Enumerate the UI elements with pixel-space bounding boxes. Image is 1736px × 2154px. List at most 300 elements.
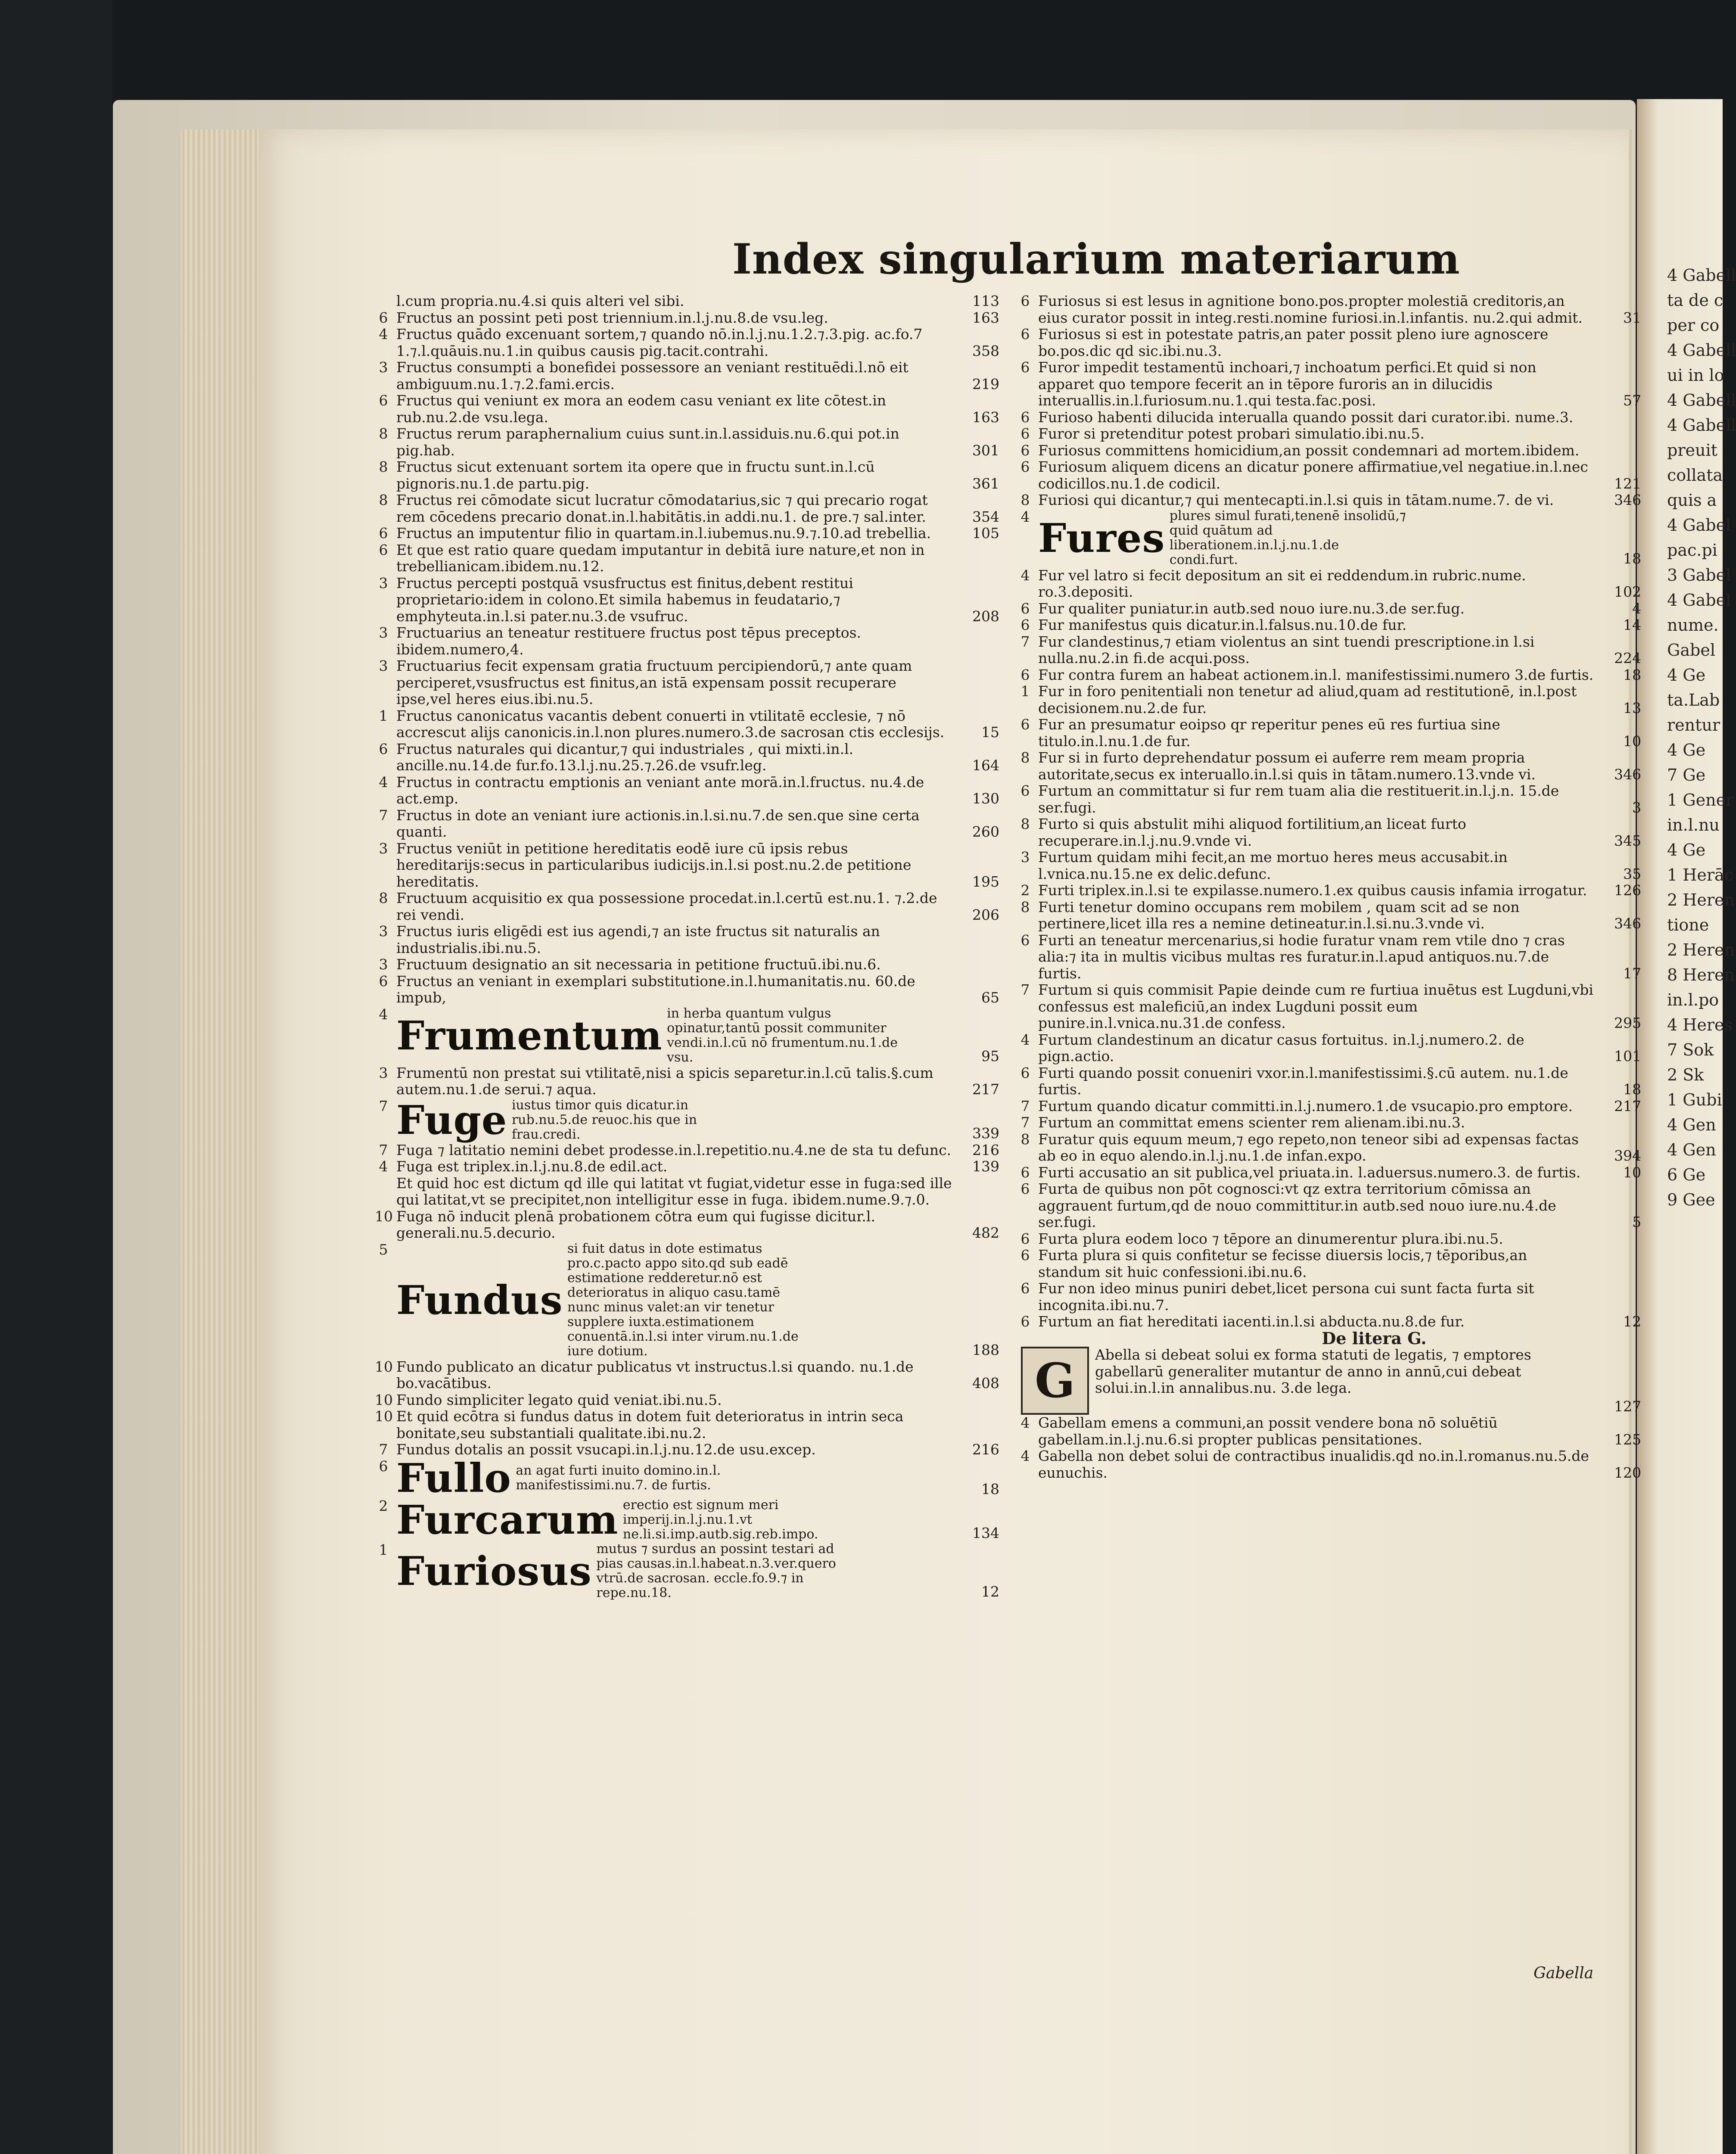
entry-marker: 4: [1020, 1414, 1030, 1431]
index-entry: [1021, 601, 1641, 617]
entry-text: Et quid ecōtra si fundus datus in dotem fuit deterioratus in intrin seca bonitate,seu substantiali qualitate.ibi.nu.2.: [396, 1408, 904, 1441]
page-reference: 358: [972, 342, 999, 359]
index-entry: [379, 310, 999, 327]
entry-text: Fundo simpliciter legato quid veniat.ibi.nu.5.: [396, 1391, 722, 1408]
entry-marker: 3: [379, 840, 388, 857]
index-entry: [379, 426, 999, 459]
entry-marker: 3: [379, 1064, 388, 1081]
entry-text: Furtum an fiat hereditati iacenti.in.l.si abducta.nu.8.de fur.: [1038, 1313, 1465, 1330]
index-entry: [1021, 899, 1641, 932]
index-entry: [1021, 816, 1641, 849]
entry-text: Fructus qui veniunt ex mora an eodem casu veniant ex lite cōtest.in rub.nu.2.de vsu.lega.: [396, 392, 887, 426]
entry-marker: 6: [1020, 1064, 1030, 1081]
index-entry: [379, 973, 999, 1006]
entry-text: Fuga est triplex.in.l.j.nu.8.de edil.act.: [396, 1158, 668, 1175]
entry-text: Furti tenetur domino occupans rem mobilem , quam scit ad se non pertinere,licet illa res a nemine detineatur.in.l.si.nu.3.vnde vi.: [1038, 898, 1520, 932]
index-entry: [1021, 567, 1641, 601]
index-entry: [379, 1454, 999, 1501]
entry-text: Furta de quibus non pōt cognosci:vt qz extra territorium cōmissa an aggrauent furtum,qd de nouo committitur.in autb.sed nouo iure.nu.4.de ser.fugi.: [1038, 1180, 1556, 1230]
index-entry: [379, 807, 999, 840]
entry-marker: 10: [375, 1358, 393, 1375]
entry-text: Furti an teneatur mercenarius,si hodie furatur vnam rem vtile dno ⁊ cras alia:⁊ ita in multis vicibus multas res furatur.in.l.apud antiquos.nu.7.de furtis.: [1038, 931, 1565, 982]
entry-headword: Fuge: [396, 1096, 507, 1143]
entry-text: Fructus an possint peti post triennium.in.l.j.nu.8.de vsu.leg.: [396, 309, 828, 326]
entry-text: plures simul furati,tenenē insolidū,⁊ quid quātum ad liberationem.in.l.j.nu.1.de condi.furt.: [1169, 508, 1406, 567]
entry-marker: 6: [1020, 1164, 1030, 1181]
page-reference: 408: [972, 1375, 999, 1391]
index-entry: [379, 1498, 999, 1542]
index-entry: [1021, 849, 1641, 882]
entry-text: Fundo publicato an dicatur publicatus vt instructus.l.si quando. nu.1.de bo.vacātibus.: [396, 1358, 914, 1391]
page-reference: 224: [1614, 650, 1641, 666]
index-entry: [379, 492, 999, 525]
entry-marker: 7: [379, 1097, 388, 1114]
entry-text: Furiosi qui dicantur,⁊ qui mentecapti.in.l.si quis in tātam.nume.7. de vi.: [1038, 492, 1554, 508]
facing-page-line: nume.: [1667, 616, 1719, 635]
index-entry: [379, 1542, 999, 1600]
page-reference: 15: [981, 724, 999, 741]
facing-page-line: preuit: [1667, 441, 1717, 460]
catchword: Gabella: [1534, 1964, 1594, 1982]
entry-text: Furiosum aliquem dicens an dicatur ponere affirmatiue,vel negatiue.in.l.nec codicillos.nu.1.de codicil.: [1038, 458, 1588, 492]
page-reference: 361: [972, 475, 999, 492]
page-reference: 65: [981, 989, 999, 1006]
entry-marker: 6: [1020, 458, 1030, 475]
index-entry: [1021, 1065, 1641, 1098]
page-reference: 17: [1623, 965, 1641, 982]
facing-page-line: 4 Ge: [1667, 666, 1706, 685]
facing-page-line: 3 Gabel: [1667, 566, 1731, 585]
entry-headword: Fures: [1038, 514, 1165, 561]
page-reference: 208: [972, 607, 999, 625]
entry-text: Fur vel latro si fecit depositum an sit ei reddendum.in rubric.nume. ro.3.depositi.: [1038, 567, 1526, 600]
entry-marker: 1: [379, 707, 388, 724]
facing-page-line: 2 Sk: [1667, 1065, 1704, 1084]
index-entry: [1021, 293, 1641, 326]
index-entry: [1021, 1314, 1641, 1330]
entry-text: Furti quando possit conueniri vxor.in.l.manifestissimi.§.cū autem. nu.1.de furtis.: [1038, 1064, 1568, 1098]
entry-marker: 4: [1020, 1447, 1030, 1464]
entry-text: Fructus in contractu emptionis an veniant ante morā.in.l.fructus. nu.4.de act.emp.: [396, 773, 924, 807]
index-column-left: [375, 293, 999, 1600]
entry-text: Fundus dotalis an possit vsucapi.in.l.j.nu.12.de usu.excep.: [396, 1441, 816, 1458]
entry-headword: Fullo: [396, 1454, 511, 1501]
page-reference: 12: [1623, 1313, 1641, 1330]
facing-page-line: 4 Gabell: [1667, 416, 1736, 435]
index-column-right: [1021, 293, 1641, 1481]
facing-page-line: 4 Gabel: [1667, 516, 1731, 535]
page-reference: 12: [981, 1583, 999, 1600]
index-entry: [379, 625, 999, 658]
index-entry: [379, 1065, 999, 1098]
facing-page-line: 4 Gen: [1667, 1140, 1716, 1159]
page-reference: 346: [1614, 915, 1641, 932]
index-entry: [1021, 1098, 1641, 1115]
page-reference: 163: [972, 309, 999, 326]
index-entry: [1021, 509, 1641, 567]
entry-text: Frumentū non prestat sui vtilitatē,nisi a spicis separetur.in.l.cū talis.§.cum autem.nu.1.de serui.⁊ aqua.: [396, 1064, 933, 1098]
page-reference: 217: [972, 1081, 999, 1098]
entry-text: Furta plura eodem loco ⁊ tēpore an dinumerentur plura.ibi.nu.5.: [1038, 1230, 1503, 1247]
page-reference: 101: [1614, 1048, 1641, 1065]
entry-marker: 3: [379, 574, 388, 591]
entry-marker: 6: [1020, 616, 1030, 633]
page-reference: 121: [1614, 475, 1641, 492]
entry-text: Fur an presumatur eoipso qr reperitur penes eū res furtiua sine titulo.in.l.nu.1.de fur.: [1038, 716, 1500, 750]
entry-marker: 7: [379, 1441, 388, 1458]
entry-text: Furtum quidam mihi fecit,an me mortuo heres meus accusabit.in l.vnica.nu.15.ne ex delic.defunc.: [1038, 849, 1508, 882]
facing-page-line: 2 Heren: [1667, 890, 1735, 909]
entry-marker: 6: [379, 972, 388, 990]
page-reference: 217: [1614, 1097, 1641, 1114]
index-entry: [1021, 634, 1641, 667]
page-reference: 57: [1623, 392, 1641, 409]
index-entry: [1021, 1280, 1641, 1314]
index-entry: [1021, 1181, 1641, 1231]
facing-page-line: 1 Herāc: [1667, 865, 1733, 884]
facing-page-line: in.l.po: [1667, 990, 1719, 1009]
page-reference: 14: [1623, 616, 1641, 633]
entry-marker: 4: [379, 1158, 388, 1175]
entry-text: Furor si pretenditur potest probari simulatio.ibi.nu.5.: [1038, 425, 1425, 442]
facing-page-line: Gabel: [1667, 641, 1715, 660]
entry-text: Furtum si quis commisit Papie deinde cum re furtiua inuētus est Lugduni,vbi confessus est maleficiū,an index Lugduni possit eum punire.in.l.vnica.nu.31.de confess.: [1038, 981, 1593, 1031]
entry-marker: 6: [1020, 1180, 1030, 1197]
entry-marker: 6: [379, 309, 388, 326]
page-reference: 31: [1623, 309, 1641, 326]
entry-marker: 6: [1020, 716, 1030, 733]
page-reference: 339: [972, 1125, 999, 1142]
facing-page-line: pac.pi: [1667, 541, 1717, 560]
entry-marker: 6: [1020, 600, 1030, 617]
page-reference: 35: [1623, 865, 1641, 882]
facing-page-line: 4 Heres: [1667, 1015, 1733, 1034]
entry-text: Furiosus si est lesus in agnitione bono.pos.propter molestiā creditoris,an eius curator possit in integ.resti.nomine furiosi.in.l.infantis. nu.2.qui admit.: [1038, 293, 1583, 326]
entry-marker: 4: [1020, 1031, 1030, 1048]
entry-marker: 3: [1020, 849, 1030, 865]
page-reference: 18: [981, 1481, 999, 1497]
entry-marker: 5: [379, 1241, 388, 1258]
left-board: [0, 0, 112, 2154]
page-reference: 345: [1614, 832, 1641, 849]
index-entry: [379, 293, 999, 310]
entry-marker: 10: [375, 1208, 393, 1225]
facing-page-line: 7 Sok: [1667, 1040, 1714, 1059]
entry-text: Fructus an veniant in exemplari substitutione.in.l.humanitatis.nu. 60.de impub,: [396, 972, 915, 1006]
facing-page-line: 4 Gen: [1667, 1115, 1716, 1134]
index-entry: [379, 1098, 999, 1142]
facing-page-line: 7 Ge: [1667, 766, 1706, 784]
entry-marker: 4: [1020, 508, 1030, 525]
entry-text: Fructus quādo excenuant sortem,⁊ quando nō.in.l.j.nu.1.2.⁊.3.pig. ac.fo.7 1.⁊.l.quāuis.nu.1.in quibus causis pig.tacit.contrahi.: [396, 326, 923, 359]
entry-marker: 6: [1020, 442, 1030, 459]
entry-text: Furtum an committatur si fur rem tuam alia die restituerit.in.l.j.n. 15.de ser.fugi.: [1038, 782, 1559, 816]
page-reference: 301: [972, 442, 999, 459]
entry-marker: 6: [1020, 782, 1030, 799]
index-entry: [1021, 426, 1641, 442]
page-reference: 394: [1614, 1147, 1641, 1164]
index-entry: [1021, 750, 1641, 783]
facing-page-line: 9 Gee: [1667, 1190, 1715, 1209]
entry-marker: 7: [379, 806, 388, 824]
entry-text: Et que est ratio quare quedam imputantur in debitā iure nature,et non in trebellianicam.ibidem.nu.12.: [396, 541, 925, 575]
facing-page-line: rentur: [1667, 716, 1720, 735]
index-entry: [379, 459, 999, 492]
index-entry: [375, 1358, 999, 1392]
entry-marker: 6: [379, 541, 388, 558]
entry-text: Fructuum acquisitio ex qua possessione procedat.in.l.certū est.nu.1. ⁊.2.de rei vendi.: [396, 890, 937, 923]
index-entry: [379, 658, 999, 708]
index-entry: [379, 890, 999, 923]
entry-marker: 6: [1020, 408, 1030, 426]
index-entry: [1021, 783, 1641, 816]
facing-page-line: 1 Gubi: [1667, 1090, 1722, 1109]
entry-marker: 2: [1020, 882, 1030, 899]
entry-text: Fructuarius an teneatur restituere fructus post tēpus preceptos. ibidem.numero,4.: [396, 624, 861, 658]
entry-text: Fructus consumpti a bonefidei possessore an veniant restituēdi.l.nō eit ambiguum.nu.1.⁊.2.fami.ercis.: [396, 359, 908, 392]
entry-text: Furta plura si quis confitetur se fecisse diuersis locis,⁊ tēporibus,an standum sit huic confessioni.ibi.nu.6.: [1038, 1247, 1528, 1280]
index-entry: [1021, 1164, 1641, 1181]
entry-marker: 6: [1020, 359, 1030, 376]
entry-text: Fur non ideo minus puniri debet,licet persona cui sunt facta furta sit incognita.ibi.nu.7.: [1038, 1280, 1534, 1314]
entry-marker: 4: [379, 773, 388, 791]
entry-marker: 3: [379, 956, 388, 973]
entry-marker: 4: [379, 326, 388, 342]
entry-text: an agat furti inuito domino.in.l. manifestissimi.nu.7. de furtis.: [516, 1463, 721, 1493]
entry-text: Furiosus si est in potestate patris,an pater possit pleno iure agnoscere bo.pos.dic qd sic.ibi.nu.3.: [1038, 326, 1549, 359]
entry-headword: Frumentum: [396, 1012, 663, 1059]
index-entry: [379, 1142, 999, 1159]
page-reference: 260: [972, 823, 999, 840]
index-entry: [379, 542, 999, 575]
entry-text: Gabellam emens a communi,an possit vendere bona nō soluētiū gabellam.in.l.j.nu.6.si propter publicas pensitationes.: [1038, 1414, 1498, 1448]
index-entry: [1021, 1448, 1641, 1481]
index-entry: [379, 1175, 999, 1208]
facing-page-line: 2 Heren: [1667, 940, 1735, 959]
entry-text: Fructus rerum paraphernalium cuius sunt.in.l.assiduis.nu.6.qui pot.in pig.hab.: [396, 425, 899, 459]
index-entry: [379, 774, 999, 807]
index-entry: [1021, 716, 1641, 750]
entry-text: Fur in foro penitentiali non tenetur ad aliud,quam ad restitutionē, in.l.post decisionem.nu.2.de fur.: [1038, 683, 1577, 716]
index-entry: [379, 741, 999, 774]
entry-text: Abella si debeat solui ex forma statuti de legatis, ⁊ emptores gabellarū generaliter mutantur de anno in annū,cui debeat solui.in.l.in annalibus.nu. 3.de lega.: [1095, 1346, 1531, 1396]
entry-marker: 6: [379, 392, 388, 409]
entry-text: Furto si quis abstulit mihi aliquod fortilitium,an liceat furto recuperare.in.l.j.nu.9.vnde vi.: [1038, 816, 1466, 849]
entry-marker: 1: [1020, 683, 1030, 700]
entry-text: Furatur quis equum meum,⁊ ego repeto,non teneor sibi ad expensas factas ab eo in equo alendo.in.l.j.nu.1.de infan.expo.: [1038, 1130, 1579, 1164]
entry-text: erectio est signum meri imperij.in.l.j.nu.1.vt ne.li.si.imp.autb.sig.reb.impo.: [622, 1497, 818, 1542]
index-entry: [1021, 1032, 1641, 1065]
facing-page-line: 4 Gabell: [1667, 391, 1736, 410]
entry-text: Fructus percepti postquā vsusfructus est finitus,debent restitui proprietario:idem in colono.Et simila habemus in feudatario,⁊ emphyteuta.in.l.si pater.nu.3.de vsufruc.: [396, 574, 853, 625]
page-reference: 18: [1623, 1081, 1641, 1098]
entry-marker: 6: [1020, 1247, 1030, 1264]
index-entry: [379, 575, 999, 625]
index-entry: [379, 326, 999, 359]
entry-text: Furtum clandestinum an dicatur casus fortuitus. in.l.j.numero.2. de pign.actio.: [1038, 1031, 1524, 1065]
page-reference: 18: [1623, 666, 1641, 683]
page-reference: 295: [1614, 1015, 1641, 1031]
facing-page-line: 4 Gabell: [1667, 266, 1736, 285]
entry-text: Furtum an committat emens scienter rem alienam.ibi.nu.3.: [1038, 1114, 1465, 1131]
facing-page-line: 8 Heren: [1667, 965, 1735, 984]
facing-page-line: 4 Gabell: [1667, 341, 1736, 360]
entry-text: iustus timor quis dicatur.in rub.nu.5.de reuoc.his que in frau.credi.: [511, 1097, 697, 1142]
index-entry: [1021, 667, 1641, 684]
entry-marker: 3: [379, 624, 388, 641]
entry-text: Fructus in dote an veniant iure actionis.in.l.si.nu.7.de sen.que sine certa quanti.: [396, 806, 920, 840]
index-entry: [375, 1408, 999, 1441]
entry-marker: 6: [1020, 931, 1030, 949]
index-entry: [1021, 683, 1641, 716]
entry-text: Fuga ⁊ latitatio nemini debet prodesse.in.l.repetitio.nu.4.ne de sta tu defunc.: [396, 1141, 952, 1158]
entry-marker: 6: [379, 525, 388, 542]
index-entry: [379, 359, 999, 392]
entry-text: Fructus iuris eligēdi est ius agendi,⁊ an iste fructus sit naturalis an industrialis.ibi.nu.5.: [396, 923, 880, 956]
index-entry: [1021, 326, 1641, 359]
index-entry: [375, 1208, 999, 1242]
entry-text: Furti accusatio an sit publica,vel priuata.in. l.aduersus.numero.3. de furtis.: [1038, 1164, 1581, 1181]
index-entry: [379, 392, 999, 426]
entry-marker: 7: [1020, 633, 1030, 650]
index-entry: [1021, 442, 1641, 459]
facing-page-line: in.l.nu: [1667, 816, 1720, 834]
page-reference: 120: [1614, 1464, 1641, 1481]
page-reference: 10: [1623, 732, 1641, 750]
entry-headword: Furiosus: [396, 1547, 592, 1594]
entry-marker: 8: [379, 425, 388, 442]
page-reference: 105: [972, 525, 999, 542]
entry-marker: 7: [379, 1141, 388, 1158]
entry-marker: 1: [379, 1541, 388, 1558]
page-reference: 164: [972, 757, 999, 774]
entry-headword: Fundus: [396, 1276, 563, 1323]
facing-page-line: ta.Lab: [1667, 691, 1720, 710]
facing-page-line: 1 Gener: [1667, 791, 1734, 809]
index-entry: [1021, 882, 1641, 899]
entry-marker: 8: [379, 492, 388, 508]
entry-marker: 3: [379, 359, 388, 376]
page-reference: 354: [972, 508, 999, 525]
entry-marker: 6: [1020, 666, 1030, 683]
index-entry: [375, 1391, 999, 1409]
entry-marker: 8: [379, 458, 388, 475]
entry-marker: 10: [375, 1408, 393, 1425]
page-reference: 163: [972, 408, 999, 426]
entry-marker: 8: [1020, 492, 1030, 508]
entry-marker: 8: [379, 890, 388, 906]
page-reference: 219: [972, 375, 999, 392]
entry-text: Furtum quando dicatur committi.in.l.j.numero.1.de vsucapio.pro emptore.: [1038, 1097, 1573, 1114]
index-entry: [379, 1158, 999, 1175]
index-entry: [1021, 459, 1641, 492]
entry-marker: 3: [379, 923, 388, 940]
entry-text: Fructuum designatio an sit necessaria in petitione fructuū.ibi.nu.6.: [396, 956, 881, 973]
entry-text: in herba quantum vulgus opinatur,tantū possit communiter vendi.in.l.cū nō frumentum.nu.1.de vsu.: [667, 1005, 898, 1065]
entry-text: Fur contra furem an habeat actionem.in.l. manifestissimi.numero 3.de furtis.: [1038, 666, 1594, 683]
entry-text: l.cum propria.nu.4.si quis alteri vel sibi.: [396, 293, 684, 309]
page-reference: 139: [972, 1158, 999, 1175]
decorated-initial: G: [1021, 1347, 1089, 1415]
entry-text: Fur si in furto deprehendatur possum ei auferre rem meam propria autoritate,secus ex interuallo.in.l.si quis in tātam.numero.13.vnde vi.: [1038, 749, 1536, 783]
index-entry: [1021, 492, 1641, 509]
facing-page-line: 4 Ge: [1667, 741, 1706, 760]
entry-text: Furioso habenti dilucida interualla quando possit dari curator.ibi. nume.3.: [1038, 408, 1574, 426]
page-reference: 113: [972, 293, 999, 309]
entry-text: Furti triplex.in.l.si te expilasse.numero.1.ex quibus causis infamia irrogatur.: [1038, 882, 1587, 899]
page-reference: 216: [972, 1141, 999, 1158]
entry-marker: 4: [379, 1005, 388, 1023]
entry-text: Furiosus committens homicidium,an possit condemnari ad mortem.ibidem.: [1038, 442, 1580, 459]
page-reference: 125: [1614, 1431, 1641, 1448]
page-reference: 482: [972, 1224, 999, 1241]
entry-marker: 6: [379, 1457, 388, 1475]
index-entry: [1021, 1131, 1641, 1164]
index-entry: [1021, 359, 1641, 409]
index-entry: [379, 1242, 999, 1359]
facing-page-line: 6 Ge: [1667, 1165, 1706, 1184]
entry-marker: 6: [1020, 1313, 1030, 1330]
page-reference: 216: [972, 1441, 999, 1458]
entry-marker: 6: [1020, 425, 1030, 442]
entry-marker: 7: [1020, 1114, 1030, 1131]
index-entry: [1021, 1114, 1641, 1131]
entry-headword: Furcarum: [396, 1496, 619, 1543]
page-reference: 3: [1632, 799, 1641, 816]
facing-page-line: 4 Gabel: [1667, 591, 1731, 610]
entry-text: Et quid hoc est dictum qd ille qui latitat vt fugiat,videtur esse in fuga:sed ille qui latitat,vt se precipitet,non intelligitur esse in fuga. ibidem.nume.9.⁊.0.: [396, 1174, 952, 1208]
page-reference: 188: [972, 1342, 999, 1358]
entry-marker: 7: [1020, 1097, 1030, 1114]
index-entry: [1021, 982, 1641, 1032]
entry-text: Fur qualiter puniatur.in autb.sed nouo iure.nu.3.de ser.fug.: [1038, 600, 1465, 617]
entry-text: Gabella non debet solui de contractibus inualidis.qd no.in.l.romanus.nu.5.de eunuchis.: [1038, 1447, 1589, 1481]
entry-text: Fructus rei cōmodate sicut lucratur cōmodatarius,sic ⁊ qui precario rogat rem cōcedens precario donat.in.l.habitātis.in addi.nu.1. de pre.⁊ sal.inter.: [396, 492, 928, 525]
facing-page-text: [1667, 263, 1736, 1212]
index-entry: [379, 1006, 999, 1065]
page-reference: 346: [1614, 492, 1641, 508]
page-reference: 195: [972, 873, 999, 890]
facing-page-line: ta de c: [1667, 291, 1724, 310]
entry-marker: 2: [379, 1497, 388, 1514]
entry-text: Fructus sicut extenuant sortem ita opere que in fructu sunt.in.l.cū pignoris.nu.1.de partu.pig.: [396, 458, 875, 492]
page-reference: 127: [1614, 1398, 1641, 1415]
entry-marker: 6: [1020, 326, 1030, 342]
entry-marker: 6: [379, 740, 388, 757]
facing-page-line: 4 Ge: [1667, 840, 1706, 859]
index-entry: [379, 956, 999, 973]
index-entry: [1021, 1231, 1641, 1248]
index-entry: [1021, 617, 1641, 634]
page-reference: 134: [972, 1525, 999, 1541]
index-entry: [379, 840, 999, 890]
index-entry: [1021, 932, 1641, 982]
entry-text: Fur clandestinus,⁊ etiam violentus an sint tuendi prescriptione.in l.si nulla.nu.2.in fi.de acqui.poss.: [1038, 633, 1535, 666]
section-heading: De litera G.: [1322, 1328, 1427, 1348]
index-entry: [379, 525, 999, 542]
entry-marker: 8: [1020, 1130, 1030, 1148]
index-entry: [379, 923, 999, 956]
entry-text: Fructus naturales qui dicantur,⁊ qui industriales , qui mixti.in.l. ancille.nu.14.de fur.fo.13.l.j.nu.25.⁊.26.de vsufr.leg.: [396, 740, 854, 774]
facing-page-fragment: [1637, 99, 1736, 2154]
entry-text: Fructus an imputentur filio in quartam.in.l.iubemus.nu.9.⁊.10.ad trebellia.: [396, 525, 931, 542]
entry-text: Furor impedit testamentū inchoari,⁊ inchoatum perfici.Et quid si non apparet quo tempore fecerit an in tēpore furoris an in dilucidis interuallis.in.l.furiosum.nu.1.qui testa.fac.posi.: [1038, 359, 1537, 409]
entry-text: Fructus veniūt in petitione hereditatis eodē iure cū ipsis rebus hereditarijs:secus in particularibus iudicijs.in.l.si post.nu.2.de petitione hereditatis.: [396, 840, 912, 890]
page-reference: 126: [1614, 882, 1641, 899]
entry-marker: 8: [1020, 749, 1030, 766]
facing-page-line: collata: [1667, 466, 1723, 485]
entry-marker: 6: [1020, 293, 1030, 309]
